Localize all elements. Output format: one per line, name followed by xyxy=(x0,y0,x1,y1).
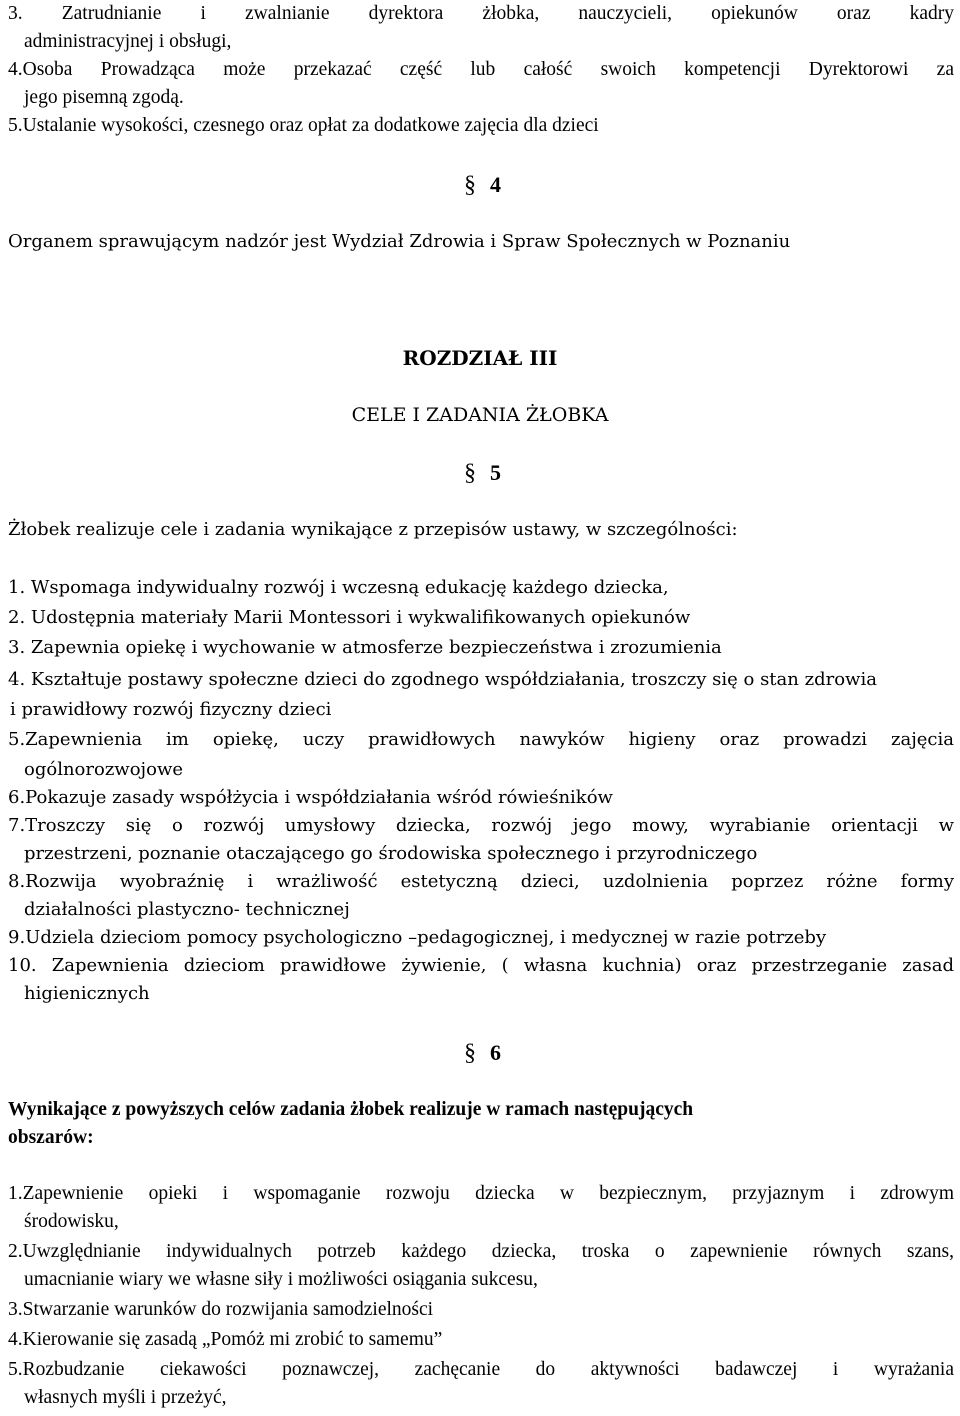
list-item-continuation: i prawidłowy rozwój fizyczny dzieci xyxy=(10,699,332,720)
list-item-continuation: ogólnorozwojowe xyxy=(24,759,184,780)
section-symbol: § xyxy=(464,172,476,198)
list-item: 4.Osoba Prowadząca może przekazać część lub całość swoich kompetencji Dyrektorowi za xyxy=(8,59,954,80)
list-item: 3.Stwarzanie warunków do rozwijania samodzielności xyxy=(8,1299,434,1320)
section-number: 6 xyxy=(490,1040,501,1065)
list-item: 3. Zatrudnianie i zwalnianie dyrektora żłobka, nauczycieli, opiekunów oraz kadry xyxy=(8,3,954,24)
section-heading-5 xyxy=(464,460,501,487)
section-heading-4 xyxy=(464,172,501,199)
list-item: 4.Kierowanie się zasadą „Pomóż mi zrobić to samemu” xyxy=(8,1329,443,1350)
section-symbol: § xyxy=(464,460,476,486)
chapter-subtitle: CELE I ZADANIA ŻŁOBKA xyxy=(351,404,609,426)
list-item-continuation: jego pisemną zgodą. xyxy=(24,87,184,108)
areas-heading-continuation: obszarów: xyxy=(8,1127,94,1148)
section-intro: Żłobek realizuje cele i zadania wynikające z przepisów ustawy, w szczególności: xyxy=(8,519,738,540)
list-item-continuation: działalności plastyczno- technicznej xyxy=(24,899,350,920)
list-item: 4. Kształtuje postawy społeczne dzieci do zgodnego współdziałania, troszczy się o stan zdrowia xyxy=(8,669,877,690)
list-item: 9.Udziela dzieciom pomocy psychologiczno –pedagogicznej, i medycznej w razie potrzeby xyxy=(8,927,827,948)
supervision-text: Organem sprawującym nadzór jest Wydział Zdrowia i Spraw Społecznych w Poznaniu xyxy=(8,231,791,252)
list-item: 5.Rozbudzanie ciekawości poznawczej, zachęcanie do aktywności badawczej i wyrażania xyxy=(8,1359,954,1380)
list-item-continuation: umacnianie wiary we własne siły i możliwości osiągania sukcesu, xyxy=(24,1269,538,1290)
list-item-continuation: środowisku, xyxy=(24,1211,119,1232)
list-item: 6.Pokazuje zasady współżycia i współdziałania wśród rówieśników xyxy=(8,787,613,808)
list-item-continuation: higienicznych xyxy=(24,983,150,1004)
section-number: 4 xyxy=(490,172,501,197)
list-item: 2.Uwzględnianie indywidualnych potrzeb każdego dziecka, troska o zapewnienie równych szans, xyxy=(8,1241,954,1262)
list-item-continuation: własnych myśli i przeżyć, xyxy=(24,1387,227,1408)
section-symbol: § xyxy=(464,1040,476,1066)
section-heading-6 xyxy=(464,1040,501,1067)
list-item: 8.Rozwija wyobraźnię i wrażliwość estetyczną dzieci, uzdolnienia poprzez różne formy xyxy=(8,871,954,892)
list-item: 10. Zapewnienia dzieciom prawidłowe żywienie, ( własna kuchnia) oraz przestrzeganie zasad xyxy=(8,955,954,976)
areas-heading: Wynikające z powyższych celów zadania żłobek realizuje w ramach następujących xyxy=(8,1099,694,1120)
list-item: 1.Zapewnienie opieki i wspomaganie rozwoju dziecka w bezpiecznym, przyjaznym i zdrowym xyxy=(8,1183,954,1204)
list-item: 1. Wspomaga indywidualny rozwój i wczesną edukację każdego dziecka, xyxy=(8,577,669,598)
section-number: 5 xyxy=(490,460,501,485)
list-item: 2. Udostępnia materiały Marii Montessori i wykwalifikowanych opiekunów xyxy=(8,607,691,628)
list-item: 5.Zapewnienia im opiekę, uczy prawidłowych nawyków higieny oraz prowadzi zajęcia xyxy=(8,729,954,750)
list-item: 7.Troszczy się o rozwój umysłowy dziecka, rozwój jego mowy, wyrabianie orientacji w xyxy=(8,815,954,836)
list-item-continuation: przestrzeni, poznanie otaczającego go środowiska społecznego i przyrodniczego xyxy=(24,843,758,864)
list-item-continuation: administracyjnej i obsługi, xyxy=(24,31,232,52)
list-item: 5.Ustalanie wysokości, czesnego oraz opłat za dodatkowe zajęcia dla dzieci xyxy=(8,115,599,136)
list-item: 3. Zapewnia opiekę i wychowanie w atmosferze bezpieczeństwa i zrozumienia xyxy=(8,637,722,658)
chapter-title: ROZDZIAŁ III xyxy=(402,346,558,370)
